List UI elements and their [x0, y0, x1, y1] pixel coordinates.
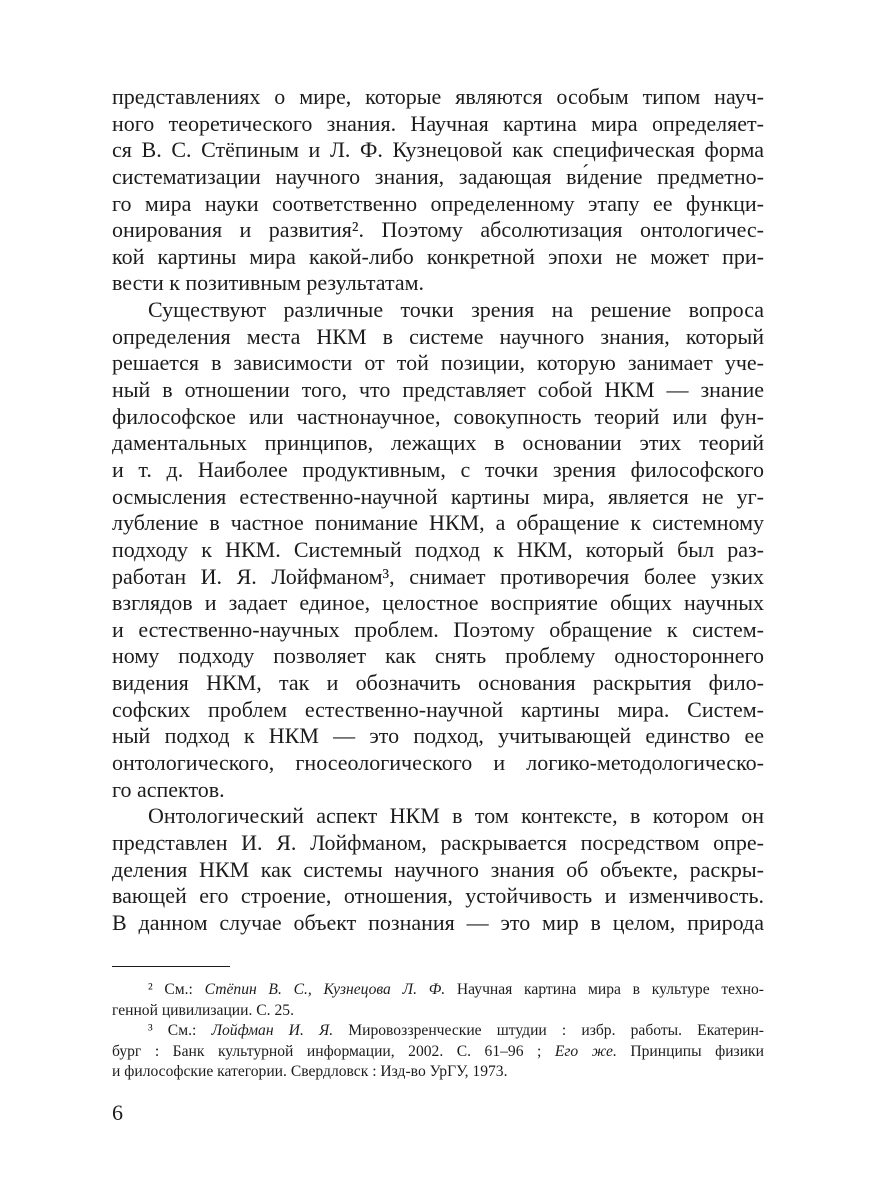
- text-line: и т. д. Наиболее продуктивным, с точки зрения философского: [112, 456, 764, 482]
- footnote-line: [112, 1062, 764, 1083]
- text-line: осмысления естественно-научной картины мира, является не уг-: [112, 483, 764, 509]
- footnote-text: бург : Банк культурной информации, 2002. С. 61–96 ;: [112, 1042, 555, 1060]
- text-line: деления НКМ как системы научного знания об объекте, раскры-: [112, 856, 764, 882]
- footnote-author: Стёпин В. С., Кузнецова Л. Ф.: [204, 981, 446, 998]
- text-line: подходу к НКМ. Системный подход к НКМ, который был раз-: [112, 536, 764, 562]
- footnote-text: ² См.:: [148, 981, 205, 998]
- text-line: ся В. С. Стёпиным и Л. Ф. Кузнецовой как специфическая форма: [112, 137, 764, 163]
- text-line: вести к позитивным результатам.: [112, 270, 425, 296]
- text-line: видения НКМ, так и обозначить основания раскрытия фило-: [112, 670, 764, 696]
- text-line: онирования и развития². Поэтому абсолютизация онтологичес-: [112, 217, 764, 243]
- text-line: систематизации научного знания, задающая ви́дение предметно-: [112, 163, 764, 189]
- footnote-line: [112, 1021, 764, 1042]
- footnote-text: Научная картина мира в культуре техно-: [445, 981, 765, 998]
- footnote-author: Лойфман И. Я.: [211, 1022, 334, 1039]
- footnote: [112, 980, 764, 1021]
- text-line: Онтологический аспект НКМ в том контексте, в котором он: [148, 803, 764, 829]
- text-line: софских проблем естественно-научной картины мира. Систем-: [112, 696, 764, 722]
- text-line: го мира науки соответственно определенному этапу ее функци-: [112, 190, 764, 216]
- footnote-text: генной цивилизации. С. 25.: [112, 1001, 294, 1019]
- text-line: и естественно-научных проблем. Поэтому обращение к систем-: [112, 616, 764, 642]
- footnote-text: ³ См.:: [148, 1022, 212, 1039]
- footnote: [112, 1021, 764, 1083]
- text-line: решается в зависимости от той позиции, которую занимает уче-: [112, 350, 764, 376]
- text-line: представлениях о мире, которые являются особым типом науч-: [112, 84, 764, 109]
- text-line: ному подходу позволяет как снять проблему одностороннего: [112, 643, 764, 669]
- text-line: лубление в частное понимание НКМ, а обращение к системному: [112, 510, 764, 536]
- text-line: философское или частнонаучное, совокупность теорий или фун-: [112, 403, 764, 429]
- text-line: го аспектов.: [112, 776, 225, 802]
- text-line: ного теоретического знания. Научная картина мира определяет-: [112, 110, 764, 136]
- main-text: [112, 84, 764, 937]
- text-line: онтологического, гносеологического и логико-методологическо-: [112, 750, 764, 776]
- text-line: определения места НКМ в системе научного знания, который: [112, 323, 764, 349]
- footnote-text: и философские категории. Свердловск : Изд-во УрГУ, 1973.: [112, 1063, 508, 1080]
- text-line: представлен И. Я. Лойфманом, раскрывается посредством опре-: [112, 829, 764, 855]
- text-line: вающей его строение, отношения, устойчивость и изменчивость.: [112, 883, 764, 909]
- footnote-line: [112, 1042, 764, 1063]
- text-line: кой картины мира какой-либо конкретной эпохи не может при-: [112, 243, 764, 269]
- footnote-text: Принципы физики: [616, 1042, 764, 1060]
- text-line: ный подход к НКМ — это подход, учитывающей единство ее: [112, 723, 764, 749]
- footnote-line: [112, 980, 764, 1001]
- footnotes: [112, 980, 764, 1083]
- text-line: В данном случае объект познания — это мир в целом, природа: [112, 909, 764, 935]
- text-line: взглядов и задает единое, целостное восприятие общих научных: [112, 590, 764, 616]
- footnote-text: Мировоззренческие штудии : избр. работы. Екатерин-: [333, 1022, 764, 1039]
- text-line: Существуют различные точки зрения на решение вопроса: [148, 297, 764, 323]
- footnote-line: [112, 1001, 764, 1022]
- text-line: даментальных принципов, лежащих в основании этих теорий: [112, 430, 764, 456]
- text-line: ный в отношении того, что представляет собой НКМ — знание: [112, 377, 764, 403]
- page-number: 6: [112, 1100, 123, 1125]
- footnote-author: Его же.: [554, 1042, 617, 1060]
- text-line: работан И. Я. Лойфманом³, снимает противоречия более узких: [112, 563, 764, 589]
- footnote-separator: [112, 966, 230, 967]
